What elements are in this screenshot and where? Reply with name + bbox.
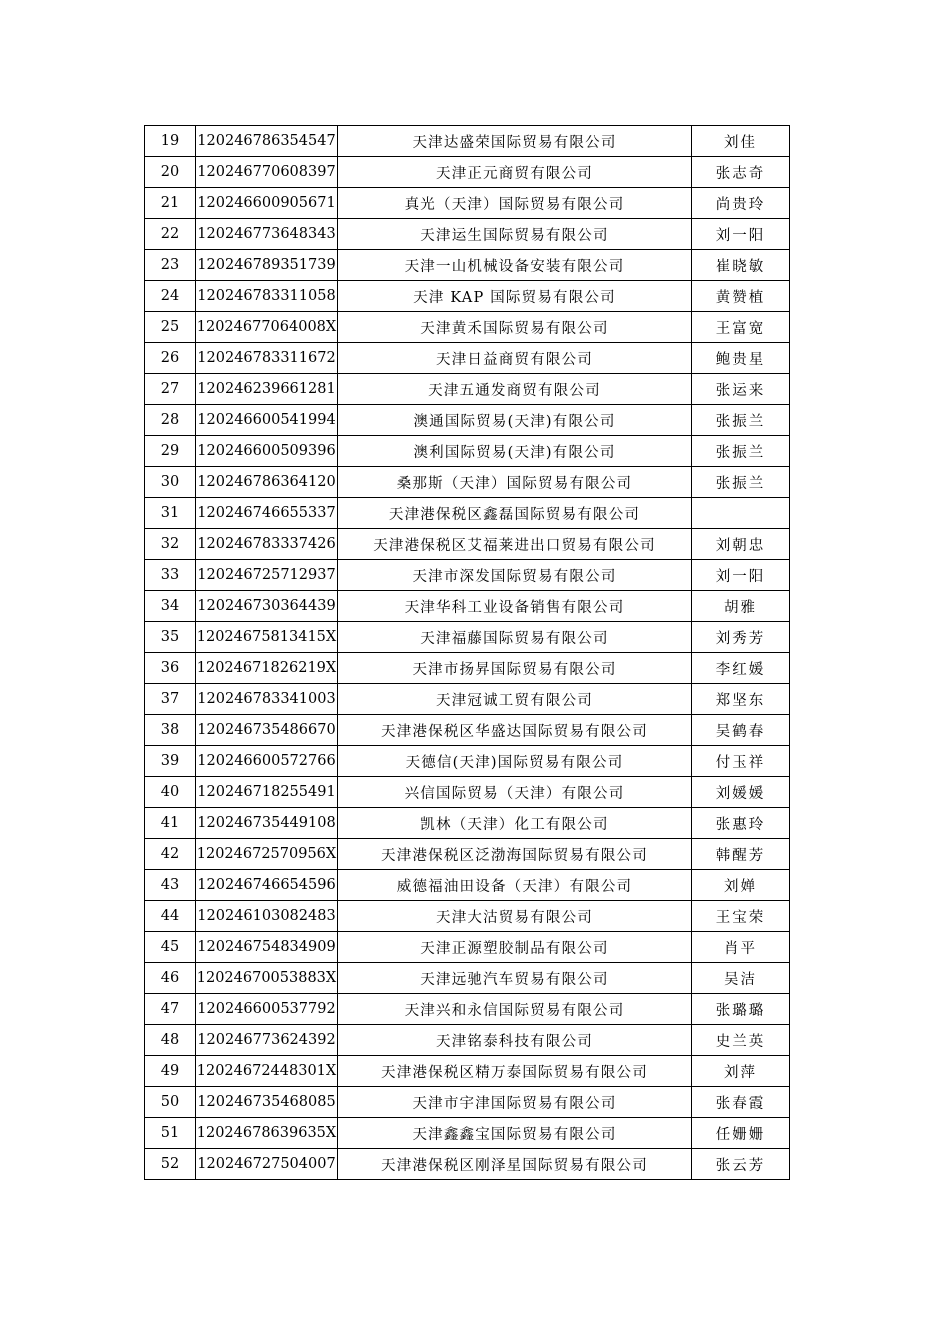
registration-code: 120246718255491 xyxy=(196,777,338,808)
contact-person: 吴洁 xyxy=(692,963,790,994)
table-row xyxy=(145,188,790,219)
registration-code: 120246783311672 xyxy=(196,343,338,374)
contact-person: 史兰英 xyxy=(692,1025,790,1056)
company-name: 天津运生国际贸易有限公司 xyxy=(338,219,692,250)
table-row xyxy=(145,777,790,808)
row-number: 25 xyxy=(145,312,196,343)
company-name: 天津市扬昇国际贸易有限公司 xyxy=(338,653,692,684)
contact-person: 王宝荣 xyxy=(692,901,790,932)
table-row xyxy=(145,1025,790,1056)
table-row xyxy=(145,932,790,963)
row-number: 29 xyxy=(145,436,196,467)
company-name: 天津港保税区精万泰国际贸易有限公司 xyxy=(338,1056,692,1087)
table-row xyxy=(145,901,790,932)
row-number: 44 xyxy=(145,901,196,932)
contact-person: 张云芳 xyxy=(692,1149,790,1180)
registration-code: 120246725712937 xyxy=(196,560,338,591)
contact-person: 刘婵 xyxy=(692,870,790,901)
table-row xyxy=(145,994,790,1025)
contact-person: 吴鹤春 xyxy=(692,715,790,746)
contact-person: 黄赞植 xyxy=(692,281,790,312)
table-row xyxy=(145,746,790,777)
contact-person: 张振兰 xyxy=(692,436,790,467)
company-name: 天津达盛荣国际贸易有限公司 xyxy=(338,126,692,157)
row-number: 28 xyxy=(145,405,196,436)
registration-code: 120246600541994 xyxy=(196,405,338,436)
row-number: 48 xyxy=(145,1025,196,1056)
company-name: 天津铭泰科技有限公司 xyxy=(338,1025,692,1056)
company-name: 天津兴和永信国际贸易有限公司 xyxy=(338,994,692,1025)
table-row xyxy=(145,374,790,405)
row-number: 38 xyxy=(145,715,196,746)
table-row xyxy=(145,1087,790,1118)
row-number: 43 xyxy=(145,870,196,901)
table-row xyxy=(145,405,790,436)
table-row xyxy=(145,467,790,498)
row-number: 24 xyxy=(145,281,196,312)
company-name: 天津港保税区刚泽星国际贸易有限公司 xyxy=(338,1149,692,1180)
row-number: 34 xyxy=(145,591,196,622)
contact-person: 崔晓敏 xyxy=(692,250,790,281)
table-row xyxy=(145,560,790,591)
contact-person: 郑坚东 xyxy=(692,684,790,715)
company-name: 兴信国际贸易（天津）有限公司 xyxy=(338,777,692,808)
row-number: 41 xyxy=(145,808,196,839)
contact-person: 张惠玲 xyxy=(692,808,790,839)
registration-code: 120246735468085 xyxy=(196,1087,338,1118)
row-number: 50 xyxy=(145,1087,196,1118)
row-number: 30 xyxy=(145,467,196,498)
company-name: 天津正源塑胶制品有限公司 xyxy=(338,932,692,963)
table-row xyxy=(145,1056,790,1087)
row-number: 37 xyxy=(145,684,196,715)
company-name: 天津市深发国际贸易有限公司 xyxy=(338,560,692,591)
contact-person: 刘萍 xyxy=(692,1056,790,1087)
registration-code: 120246770608397 xyxy=(196,157,338,188)
row-number: 51 xyxy=(145,1118,196,1149)
contact-person: 张璐璐 xyxy=(692,994,790,1025)
company-name: 天津 KAP 国际贸易有限公司 xyxy=(338,281,692,312)
contact-person: 刘媛媛 xyxy=(692,777,790,808)
row-number: 49 xyxy=(145,1056,196,1087)
row-number: 35 xyxy=(145,622,196,653)
row-number: 32 xyxy=(145,529,196,560)
company-name: 澳通国际贸易(天津)有限公司 xyxy=(338,405,692,436)
registration-code: 12024677064008X xyxy=(196,312,338,343)
registration-code: 120246727504007 xyxy=(196,1149,338,1180)
contact-person: 李红媛 xyxy=(692,653,790,684)
row-number: 19 xyxy=(145,126,196,157)
row-number: 26 xyxy=(145,343,196,374)
registration-code: 120246735449108 xyxy=(196,808,338,839)
contact-person: 刘朝忠 xyxy=(692,529,790,560)
company-name: 天津冠诚工贸有限公司 xyxy=(338,684,692,715)
contact-person: 张春霞 xyxy=(692,1087,790,1118)
company-name: 澳利国际贸易(天津)有限公司 xyxy=(338,436,692,467)
company-name: 天津五通发商贸有限公司 xyxy=(338,374,692,405)
contact-person: 韩醒芳 xyxy=(692,839,790,870)
table-row xyxy=(145,684,790,715)
row-number: 39 xyxy=(145,746,196,777)
registration-code: 120246786354547 xyxy=(196,126,338,157)
table-row xyxy=(145,250,790,281)
company-name: 桑那斯（天津）国际贸易有限公司 xyxy=(338,467,692,498)
contact-person: 刘一阳 xyxy=(692,560,790,591)
company-name: 凯林（天津）化工有限公司 xyxy=(338,808,692,839)
company-name: 天津黄禾国际贸易有限公司 xyxy=(338,312,692,343)
registration-code: 120246773648343 xyxy=(196,219,338,250)
table-body xyxy=(145,126,790,1180)
company-name: 天津鑫鑫宝国际贸易有限公司 xyxy=(338,1118,692,1149)
registration-code: 120246600905671 xyxy=(196,188,338,219)
registration-code: 12024675813415X xyxy=(196,622,338,653)
company-name: 天津港保税区鑫磊国际贸易有限公司 xyxy=(338,498,692,529)
company-name: 天津正元商贸有限公司 xyxy=(338,157,692,188)
contact-person: 王富宽 xyxy=(692,312,790,343)
table-row xyxy=(145,281,790,312)
contact-person: 张振兰 xyxy=(692,405,790,436)
registration-code: 120246754834909 xyxy=(196,932,338,963)
company-name: 天津市宇津国际贸易有限公司 xyxy=(338,1087,692,1118)
registration-code: 120246783341003 xyxy=(196,684,338,715)
table-row xyxy=(145,343,790,374)
company-name: 天津福藤国际贸易有限公司 xyxy=(338,622,692,653)
contact-person: 张志奇 xyxy=(692,157,790,188)
registration-code: 12024670053883X xyxy=(196,963,338,994)
registration-code: 120246600509396 xyxy=(196,436,338,467)
row-number: 23 xyxy=(145,250,196,281)
company-name: 天津华科工业设备销售有限公司 xyxy=(338,591,692,622)
row-number: 33 xyxy=(145,560,196,591)
contact-person: 张振兰 xyxy=(692,467,790,498)
company-name: 真光（天津）国际贸易有限公司 xyxy=(338,188,692,219)
registration-code: 12024672570956X xyxy=(196,839,338,870)
company-name: 天津大沽贸易有限公司 xyxy=(338,901,692,932)
company-name: 天津港保税区华盛达国际贸易有限公司 xyxy=(338,715,692,746)
registration-code: 120246746654596 xyxy=(196,870,338,901)
company-name: 天德信(天津)国际贸易有限公司 xyxy=(338,746,692,777)
company-name: 天津远驰汽车贸易有限公司 xyxy=(338,963,692,994)
contact-person: 刘一阳 xyxy=(692,219,790,250)
table-row xyxy=(145,312,790,343)
table-row xyxy=(145,808,790,839)
row-number: 46 xyxy=(145,963,196,994)
row-number: 45 xyxy=(145,932,196,963)
registration-code: 120246103082483 xyxy=(196,901,338,932)
table-row xyxy=(145,963,790,994)
registration-code: 120246786364120 xyxy=(196,467,338,498)
registration-code: 120246783311058 xyxy=(196,281,338,312)
table-row xyxy=(145,498,790,529)
company-registry-table xyxy=(144,125,790,1180)
table-row xyxy=(145,126,790,157)
registration-code: 120246773624392 xyxy=(196,1025,338,1056)
row-number: 20 xyxy=(145,157,196,188)
company-name: 天津日益商贸有限公司 xyxy=(338,343,692,374)
contact-person: 刘佳 xyxy=(692,126,790,157)
company-name: 威德福油田设备（天津）有限公司 xyxy=(338,870,692,901)
table-row xyxy=(145,622,790,653)
table-row xyxy=(145,1118,790,1149)
table-row xyxy=(145,436,790,467)
row-number: 40 xyxy=(145,777,196,808)
contact-person: 肖平 xyxy=(692,932,790,963)
registration-code: 120246239661281 xyxy=(196,374,338,405)
table-row xyxy=(145,591,790,622)
row-number: 47 xyxy=(145,994,196,1025)
contact-person: 鲍贵星 xyxy=(692,343,790,374)
contact-person xyxy=(692,498,790,529)
table-row xyxy=(145,715,790,746)
contact-person: 尚贵玲 xyxy=(692,188,790,219)
contact-person: 任姗姗 xyxy=(692,1118,790,1149)
company-name: 天津港保税区艾福莱进出口贸易有限公司 xyxy=(338,529,692,560)
table-row xyxy=(145,653,790,684)
row-number: 52 xyxy=(145,1149,196,1180)
table-row xyxy=(145,157,790,188)
row-number: 42 xyxy=(145,839,196,870)
contact-person: 刘秀芳 xyxy=(692,622,790,653)
contact-person: 胡雅 xyxy=(692,591,790,622)
registration-code: 120246746655337 xyxy=(196,498,338,529)
contact-person: 付玉祥 xyxy=(692,746,790,777)
row-number: 31 xyxy=(145,498,196,529)
row-number: 22 xyxy=(145,219,196,250)
table-row xyxy=(145,870,790,901)
table-row xyxy=(145,1149,790,1180)
company-name: 天津一山机械设备安装有限公司 xyxy=(338,250,692,281)
company-name: 天津港保税区泛渤海国际贸易有限公司 xyxy=(338,839,692,870)
table-row xyxy=(145,529,790,560)
row-number: 27 xyxy=(145,374,196,405)
row-number: 36 xyxy=(145,653,196,684)
contact-person: 张运来 xyxy=(692,374,790,405)
registration-code: 12024678639635X xyxy=(196,1118,338,1149)
registration-code: 12024672448301X xyxy=(196,1056,338,1087)
table-row xyxy=(145,839,790,870)
registration-code: 12024671826219X xyxy=(196,653,338,684)
registration-code: 120246783337426 xyxy=(196,529,338,560)
registration-code: 120246730364439 xyxy=(196,591,338,622)
registration-code: 120246600572766 xyxy=(196,746,338,777)
registration-code: 120246735486670 xyxy=(196,715,338,746)
row-number: 21 xyxy=(145,188,196,219)
registration-code: 120246789351739 xyxy=(196,250,338,281)
registration-code: 120246600537792 xyxy=(196,994,338,1025)
table-row xyxy=(145,219,790,250)
